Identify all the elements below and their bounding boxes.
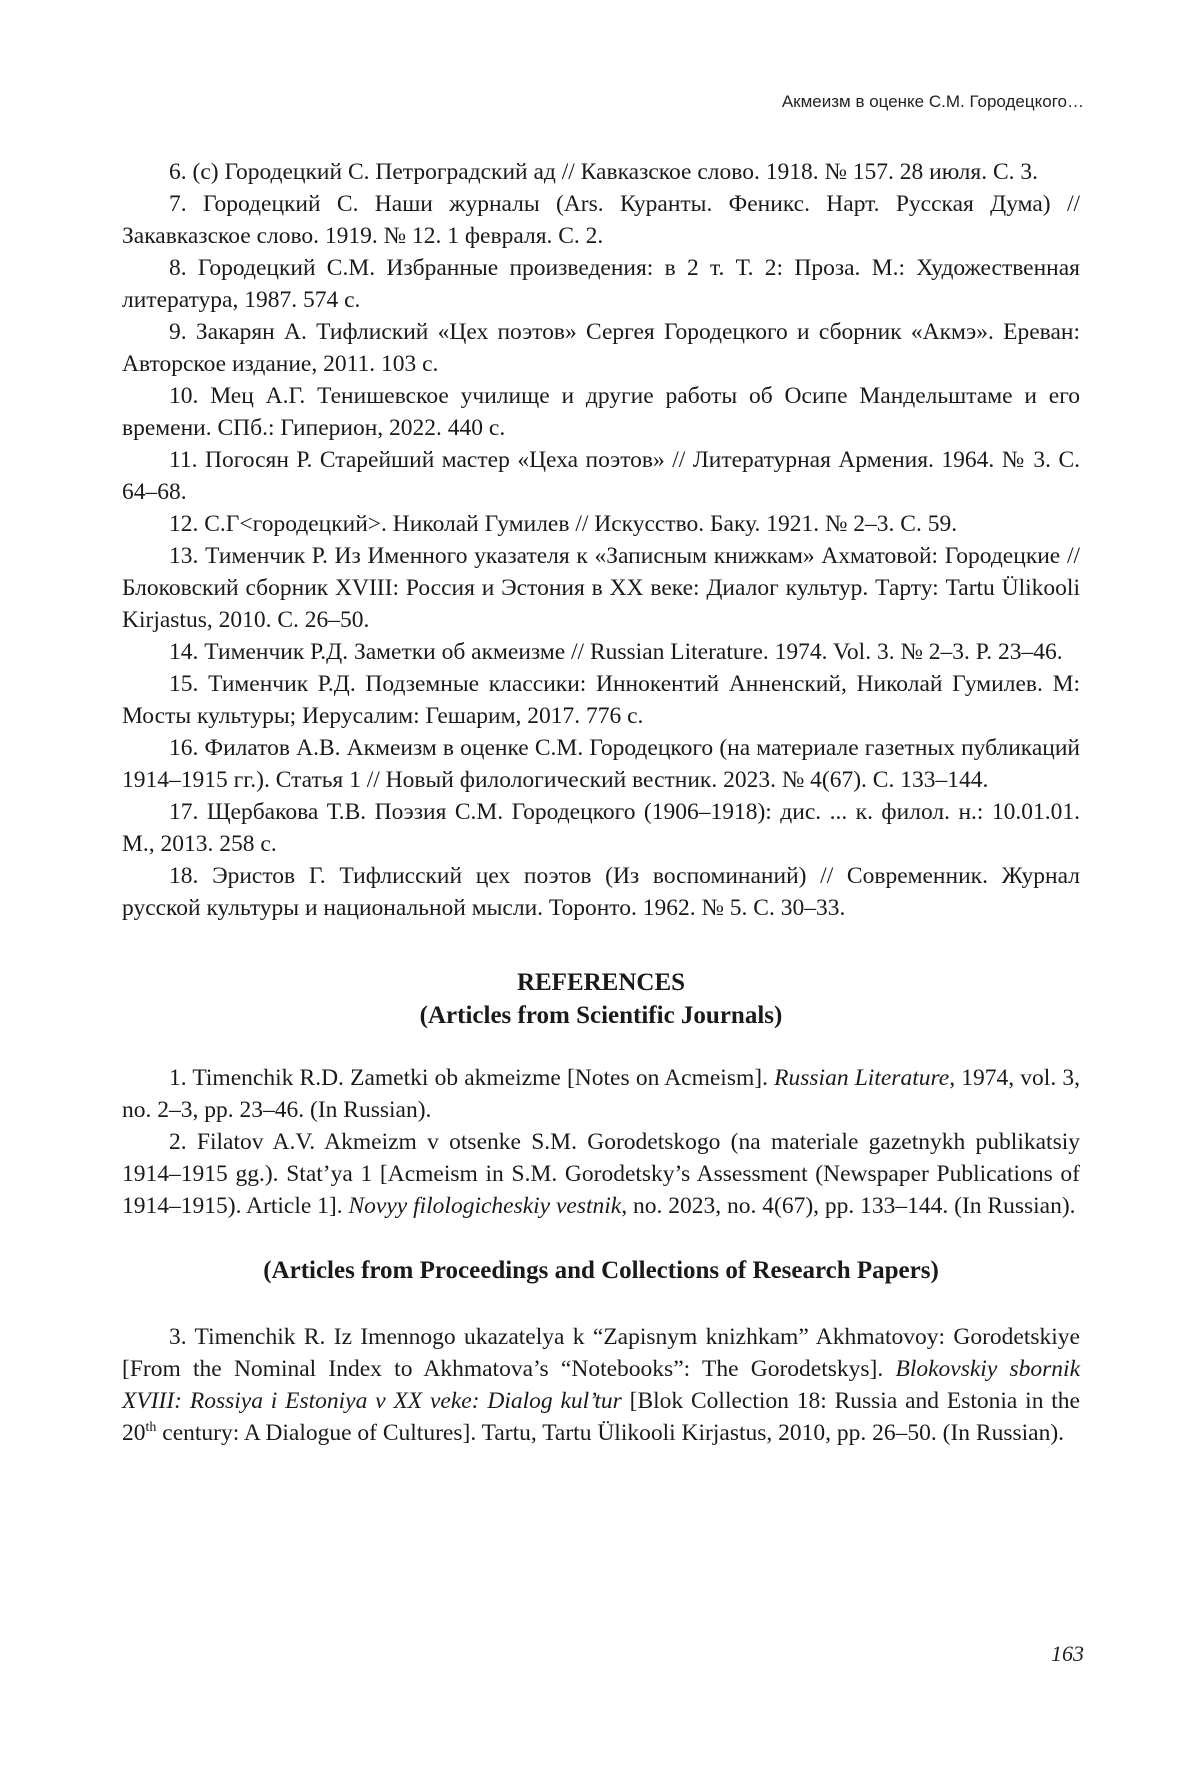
running-title: Акмеизм в оценке С.М. Городецкого… bbox=[781, 92, 1084, 111]
bibliography-entry: 12. С.Г<городецкий>. Николай Гумилев // Искусство. Баку. 1921. № 2–3. С. 59. bbox=[169, 511, 958, 537]
references-heading: REFERENCES bbox=[516, 969, 686, 996]
reference-text: , 1974, vol. 3, no. 2–3, pp. 23–46. (In Russian). bbox=[122, 1065, 1080, 1123]
page-number: 163 bbox=[1051, 1641, 1084, 1666]
journal-title: Novyy filologicheskiy vestnik bbox=[348, 1193, 622, 1219]
bibliography-entry: 7. Городецкий С. Наши журналы (Ars. Куранты. Феникс. Нарт. Русская Дума) // Закавказское слово. 1919. № 12. 1 февраля. С. 2. bbox=[122, 191, 1080, 249]
bibliography-entry: 15. Тименчик Р.Д. Подземные классики: Иннокентий Анненский, Николай Гумилев. М: Мосты культуры; Иерусалим: Гешарим, 2017. 776 с. bbox=[122, 671, 1080, 729]
bibliography-entry: 18. Эристов Г. Тифлисский цех поэтов (Из воспоминаний) // Современник. Журнал русской культуры и национальной мысли. Торонто. 1962. № 5. С. 30–33. bbox=[122, 863, 1080, 921]
reference-entry bbox=[122, 1321, 1080, 1449]
reference-entry bbox=[122, 1062, 1080, 1126]
reference-entry bbox=[122, 1126, 1080, 1222]
page-content bbox=[122, 156, 1080, 1449]
russian-bibliography bbox=[122, 156, 1080, 924]
bibliography-entry: 9. Закарян А. Тифлиский «Цех поэтов» Сергея Городецкого и сборник «Акмэ». Ереван: Авторское издание, 2011. 103 с. bbox=[122, 319, 1080, 377]
journal-title: Russian Literature bbox=[774, 1065, 950, 1091]
ordinal-suffix: th bbox=[145, 1420, 157, 1436]
reference-text: century: A Dialogue of Cultures]. Tartu, Tartu Ülikooli Kirjastus, 2010, pp. 26–50. (In Russian). bbox=[156, 1420, 1065, 1446]
reference-text: 1. Timenchik R.D. Zametki ob akmeizme [Notes on Acmeism]. bbox=[169, 1065, 775, 1091]
bibliography-entry: 8. Городецкий С.М. Избранные произведения: в 2 т. Т. 2: Проза. М.: Художественная литература, 1987. 574 с. bbox=[122, 255, 1080, 313]
collection-title: Blokovskiy sbornik XVIII: Rossiya i Estoniya v XX veke: Dialog kul’tur bbox=[122, 1356, 1081, 1414]
journal-references bbox=[122, 1062, 1080, 1222]
journals-subheading: (Articles from Scientific Journals) bbox=[419, 1002, 783, 1029]
reference-text: , no. 2023, no. 4(67), pp. 133–144. (In Russian). bbox=[621, 1193, 1076, 1219]
reference-text: [Blok Collection 18: Russia and Estonia in the 20 bbox=[122, 1388, 1080, 1446]
bibliography-entry: 14. Тименчик Р.Д. Заметки об акмеизме // Russian Literature. 1974. Vol. 3. № 2–3. P. 23–46. bbox=[169, 639, 1063, 665]
bibliography-entry: 6. (с) Городецкий С. Петроградский ад // Кавказское слово. 1918. № 157. 28 июля. С. 3. bbox=[169, 159, 1038, 185]
reference-text: 3. Timenchik R. Iz Imennogo ukazatelya k “Zapisnym knizhkam” Akhmatovoy: Gorodetskiye [From the Nominal Index to Akhmatova’s “Notebooks”: The Gorodetskys]. bbox=[122, 1324, 1080, 1382]
proceedings-subheading: (Articles from Proceedings and Collections of Research Papers) bbox=[263, 1257, 939, 1284]
bibliography-entry: 17. Щербакова Т.В. Поэзия С.М. Городецкого (1906–1918): дис. ... к. филол. н.: 10.01.01. М., 2013. 258 с. bbox=[122, 799, 1080, 857]
bibliography-entry: 10. Мец А.Г. Тенишевское училище и другие работы об Осипе Мандельштаме и его времени. СПб.: Гиперион, 2022. 440 с. bbox=[122, 383, 1080, 441]
bibliography-entry: 13. Тименчик Р. Из Именного указателя к «Записным книжкам» Ахматовой: Городецкие // Блоковский сборник XVIII: Россия и Эстония в ХХ веке: Диалог культур. Тарту: Tartu Ülikooli Kirjastus, 2010. С. 26–50. bbox=[122, 543, 1080, 633]
proceedings-references bbox=[122, 1321, 1080, 1449]
bibliography-entry: 16. Филатов А.В. Акмеизм в оценке С.М. Городецкого (на материале газетных публикаций 1914–1915 гг.). Статья 1 // Новый филологический вестник. 2023. № 4(67). С. 133–144. bbox=[122, 735, 1080, 793]
bibliography-entry: 11. Погосян Р. Старейший мастер «Цеха поэтов» // Литературная Армения. 1964. № 3. С. 64–68. bbox=[122, 447, 1080, 505]
reference-text: 2. Filatov A.V. Akmeizm v otsenke S.M. Gorodetskogo (na materiale gazetnykh publikatsiy 1914–1915 gg.). Stat’ya 1 [Acmeism in S.M. Gorodetsky’s Assessment (Newspaper Publications of 1914–1915). Article 1]. bbox=[122, 1129, 1080, 1219]
